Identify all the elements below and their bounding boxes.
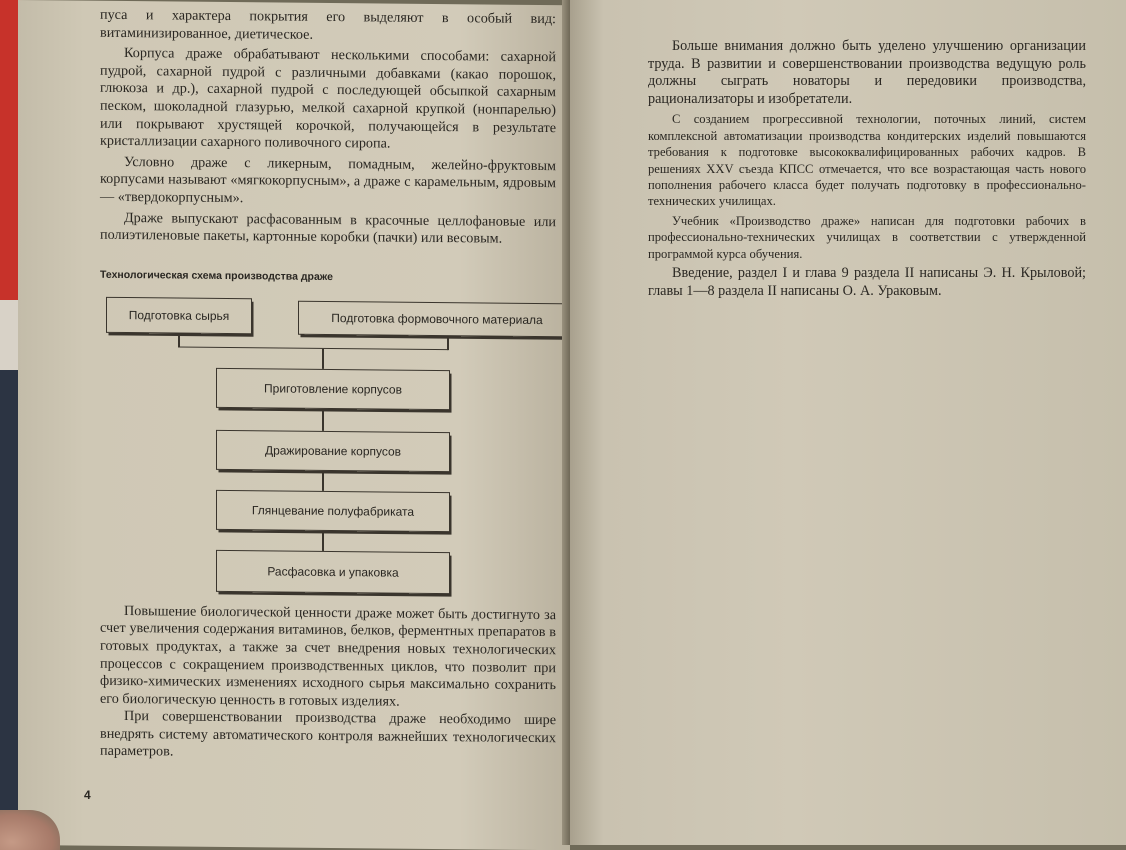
scheme-connector-horizontal [178, 346, 448, 350]
left-bottom-paragraph-1: Повышение биологической ценности драже может быть достигнуто за счет увеличения содержания витаминов, белков, ферментных препаратов в готовых продуктах, а также за счет внедрения новых технологических процессов с сокращением производственных циклов, что позволит при физико-химических изменениях исходного сырья максимально сохранить его биологическую ценность в готовых изделиях. [100, 602, 556, 710]
left-paragraph-1: пуса и характера покрытия его выделяют в особый вид: витаминизированное, диетическое. [100, 6, 556, 43]
scheme-box-molding-material-prep: Подготовка формовочного материала [298, 300, 576, 337]
scheme-connector-center-1 [322, 349, 324, 369]
left-paragraph-4: Драже выпускают расфасованным в красочные целлофановые или полиэтиленовые пакеты, картонные коробки (пачки) или весовым. [100, 209, 556, 247]
scheme-connector-center-2 [322, 411, 324, 431]
left-paragraph-2: Корпуса драже обрабатывают несколькими способами: сахарной пудрой, сахарной пудрой с различными добавками (какао порошок, глюкоза и др.), сахарной пудрой с последующей обсыпкой сахарным песком, шоколадной глазурью, мелкой сахарной крупкой (нонпарелью) или покрывают хрустящей корочкой, получающейся в результате кристаллизации сахарного поливочного сиропа. [100, 45, 556, 152]
scheme-connector-center-3 [322, 473, 324, 491]
scheme-box-dragee-coating: Дражирование корпусов [216, 430, 450, 472]
page-number: 4 [84, 788, 91, 802]
right-paragraph-2: С созданием прогрессивной технологии, поточных линий, систем комплексной автоматизации производства кондитерских изделий повышаются требования к подготовке высококвалифицированных рабочих кадров. В решениях XXV съезда КПСС отмечается, что все возрастающая часть нового пополнения рабочего класса будет получать подготовку в профессионально-технических училищах. [648, 112, 1086, 209]
left-page [18, 0, 570, 850]
scheme-box-glazing: Глянцевание полуфабриката [216, 490, 450, 532]
right-paragraph-3: Учебник «Производство драже» написан для подготовки рабочих в профессионально-технических училищах в соответствии с утвержденной программой курса обучения. [648, 213, 1086, 261]
left-paragraph-3: Условно драже с ликерным, помадным, желейно-фруктовым корпусами называют «мягкокорпусным», а драже с карамельным, ядровым — «твердокорпусным». [100, 153, 556, 207]
production-scheme-diagram [100, 285, 556, 607]
scheme-box-packaging: Расфасовка и упаковка [216, 550, 450, 594]
scheme-box-body-preparation: Приготовление корпусов [216, 368, 450, 410]
scheme-box-raw-material-prep: Подготовка сырья [106, 297, 252, 334]
scheme-title: Технологическая схема производства драже [100, 268, 333, 283]
left-bottom-paragraph-2: При совершенствовании производства драже необходимо шире внедрять систему автоматического контроля важнейших технологических параметров. [100, 708, 556, 760]
scheme-connector-center-4 [322, 533, 324, 551]
right-paragraph-4: Введение, раздел I и глава 9 раздела II написаны Э. Н. Крыловой; главы 1—8 раздела II написаны О. А. Ураковым. [648, 265, 1086, 299]
right-paragraph-1: Больше внимания должно быть уделено улучшению организации труда. В развитии и совершенствовании производства ведущую роль должны сыграть новаторы и передовики производства, рационализаторы и изобретатели. [648, 38, 1086, 107]
right-page [570, 0, 1126, 845]
